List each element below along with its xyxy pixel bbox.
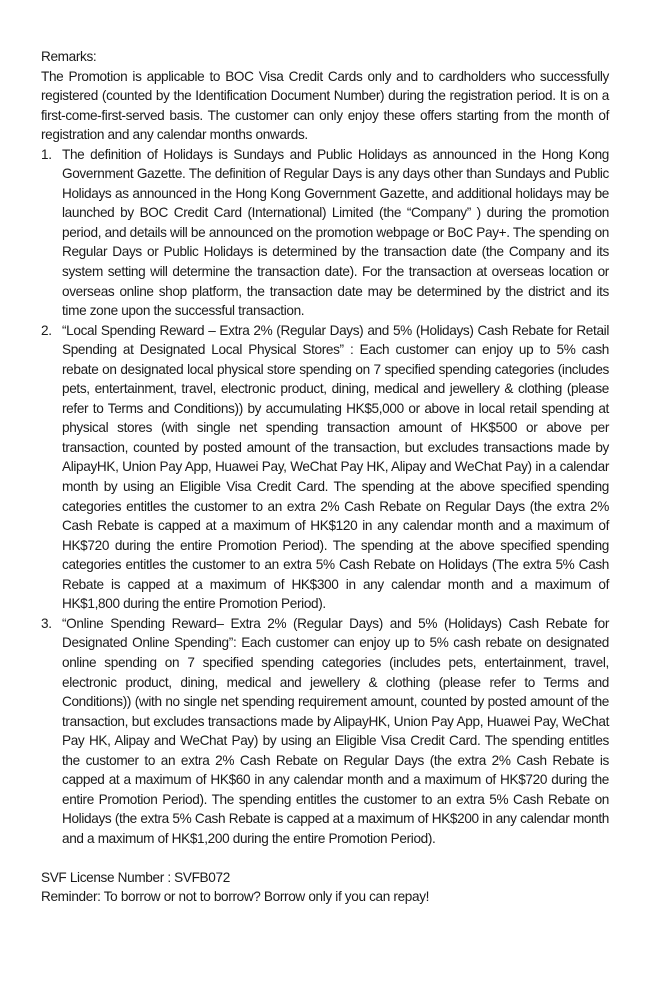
remarks-item-online-spending-reward	[41, 614, 609, 849]
borrowing-reminder: Reminder: To borrow or not to borrow? Borrow only if you can repay!	[41, 889, 430, 905]
remarks-intro: The Promotion is applicable to BOC Visa Credit Cards only and to cardholders who successfully registered (counted by the Identification Document Number) during the registration period. It is on a first-come-first-served basis. The customer can only enjoy these offers starting from the month of registration and any calendar months onwards.	[41, 68, 609, 143]
footer	[41, 868, 609, 907]
remarks-document	[41, 47, 609, 907]
remarks-title: Remarks:	[41, 49, 97, 64]
remarks-list	[41, 145, 609, 849]
item-text: The definition of Holidays is Sundays and Public Holidays as announced in the Hong Kong Government Gazette. The definition of Regular Days is any days other than Sundays and Public Holidays as announced in the Hong Kong Government Gazette, and additional holidays may be launched by BOC Credit Card (International) Limited (the “Company” ) during the promotion period, and details will be announced on the promotion webpage or BoC Pay+. The spending on Regular Days or Public Holidays is determined by the transaction date (the Company and its system setting will determine the transaction date). For the transaction at overseas location or overseas online shop platform, the transaction date may be determined by the district and its time zone upon the successful transaction.	[62, 146, 609, 319]
item-text: “Local Spending Reward – Extra 2% (Regular Days) and 5% (Holidays) Cash Rebate for Retail Spending at Designated Local Physical Stores” : Each customer can enjoy up to 5% cash rebate on designated local physical store spending on 7 specified spending categories (includes pets, entertainment, travel, electronic product, dining, medical and jewellery & clothing (please refer to Terms and Conditions)) by accumulating HK$5,000 or above in local retail spending at physical stores (with single net spending transaction amount of HK$500 or above per transaction, counted by posted amount of the transaction, but excludes transactions made by AlipayHK, Union Pay App, Huawei Pay, WeChat Pay HK, Alipay and WeChat Pay) in a calendar month by using an Eligible Visa Credit Card. The spending at the above specified spending categories entitles the customer to an extra 2% Cash Rebate on Regular Days (the extra 2% Cash Rebate is capped at a maximum of HK$120 in any calendar month and a maximum of HK$720 during the entire Promotion Period). The spending at the above specified spending categories entitles the customer to an extra 5% Cash Rebate on Holidays (The extra 5% Cash Rebate is capped at a maximum of HK$300 in any calendar month and a maximum of HK$1,800 during the entire Promotion Period).	[62, 322, 609, 612]
item-number: 1.	[41, 146, 52, 162]
remarks-item-local-spending-reward	[41, 321, 609, 614]
item-text: “Online Spending Reward– Extra 2% (Regular Days) and 5% (Holidays) Cash Rebate for Designated Online Spending”: Each customer can enjoy up to 5% cash rebate on designated online spending on 7 specified spending categories (includes pets, entertainment, travel, electronic product, dining, medical and jewellery & clothing (please refer to Terms and Conditions)) (with no single net spending requirement amount, counted by posted amount of the transaction, but excludes transactions made by AlipayHK, Union Pay App, Huawei Pay, WeChat Pay HK, Alipay and WeChat Pay) by using an Eligible Visa Credit Card. The spending entitles the customer to an extra 2% Cash Rebate on Regular Days (the extra 2% Cash Rebate is capped at a maximum of HK$60 in any calendar month and a maximum of HK$720 during the entire Promotion Period). The spending entitles the customer to an extra 5% Cash Rebate on Holidays (the extra 5% Cash Rebate is capped at a maximum of HK$200 in any calendar month and a maximum of HK$1,200 during the entire Promotion Period).	[62, 615, 609, 846]
item-number: 3.	[41, 615, 52, 631]
svf-license-number: SVF License Number : SVFB072	[41, 869, 230, 885]
remarks-item-holidays-definition	[41, 145, 609, 321]
item-number: 2.	[41, 322, 52, 338]
